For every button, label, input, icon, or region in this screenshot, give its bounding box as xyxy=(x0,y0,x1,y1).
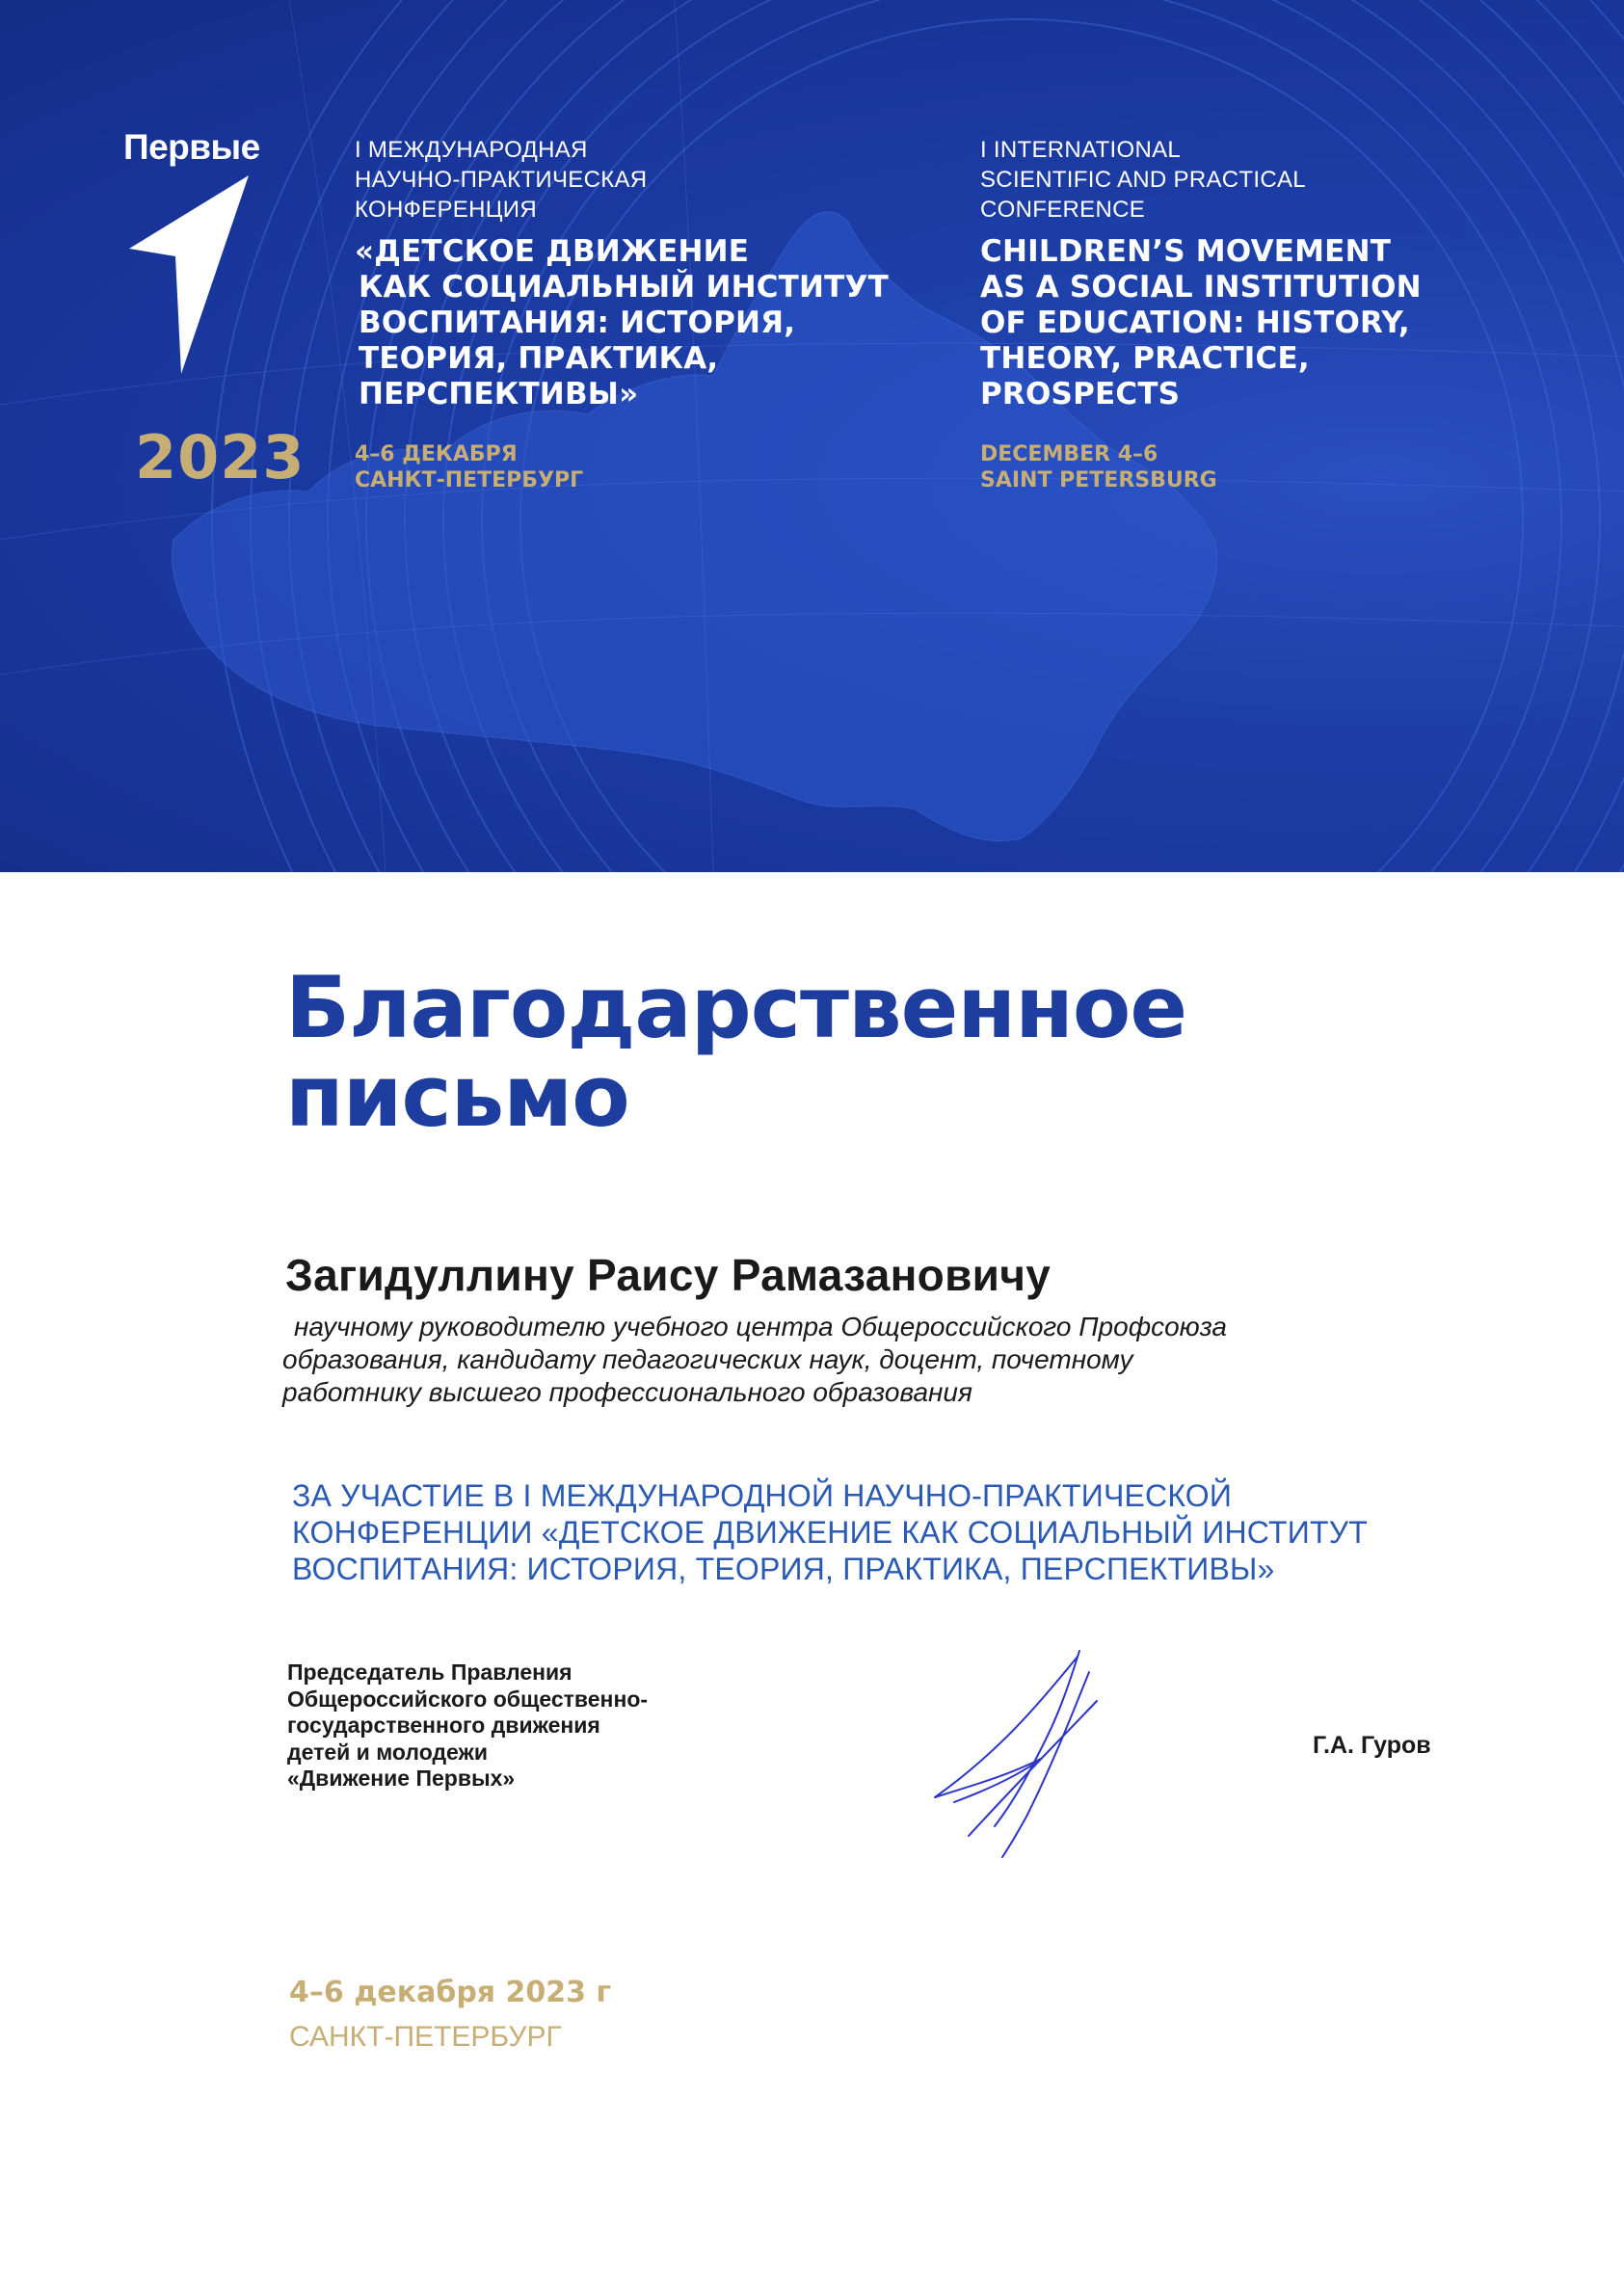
signer-title-line: «Движение Первых» xyxy=(287,1766,516,1791)
conference-title-line: THEORY, PRACTICE, xyxy=(980,341,1310,376)
document-heading xyxy=(285,958,1187,1146)
conference-title-line: КАК СОЦИАЛЬНЫЙ ИНСТИТУТ xyxy=(359,270,889,305)
conference-banner xyxy=(0,0,1624,872)
heading-line: Благодарственное xyxy=(285,958,1187,1057)
conference-info-ru xyxy=(355,135,933,493)
logo-year: 2023 xyxy=(135,422,306,492)
conference-title-line: PROSPECTS xyxy=(980,377,1181,412)
conference-type-line: I МЕЖДУНАРОДНАЯ xyxy=(355,137,588,163)
recipient-description-line: работнику высшего профессионального образования xyxy=(282,1377,972,1407)
recipient-description-line: образования, кандидату педагогических наук, доцент, почетному xyxy=(282,1344,1133,1374)
signer-title-line: Председатель Правления xyxy=(287,1660,572,1685)
conference-title-line: ТЕОРИЯ, ПРАКТИКА, xyxy=(359,341,719,376)
conference-date-ru xyxy=(355,441,933,493)
footer-date: 4–6 декабря 2023 г xyxy=(289,1976,612,2009)
footer-city: САНКТ-ПЕТЕРБУРГ xyxy=(289,2021,562,2053)
handwritten-signature xyxy=(925,1643,1118,1865)
conference-city: SAINT PETERSBURG xyxy=(980,468,1217,492)
conference-title-en xyxy=(980,234,1597,412)
signer-title-line: Общероссийского общественно- xyxy=(287,1686,649,1712)
award-reason-line: КОНФЕРЕНЦИИ «ДЕТСКОЕ ДВИЖЕНИЕ КАК СОЦИАЛЬНЫЙ ИНСТИТУТ xyxy=(292,1515,1369,1550)
conference-date-en xyxy=(980,441,1597,493)
conference-type-line: CONFERENCE xyxy=(980,197,1146,223)
conference-title-line: ПЕРСПЕКТИВЫ» xyxy=(359,377,639,412)
signer-title xyxy=(287,1660,648,1793)
conference-type-line: SCIENTIFIC AND PRACTICAL xyxy=(980,167,1306,193)
conference-type-line: I INTERNATIONAL xyxy=(980,137,1182,163)
signer-name: Г.А. Гуров xyxy=(1313,1732,1431,1759)
recipient-description-line: научному руководителю учебного центра Общероссийского Профсоюза xyxy=(294,1312,1227,1341)
award-reason-line: ЗА УЧАСТИЕ В I МЕЖДУНАРОДНОЙ НАУЧНО-ПРАКТИЧЕСКОЙ xyxy=(292,1478,1233,1513)
conference-title-line: «ДЕТСКОЕ ДВИЖЕНИЕ xyxy=(355,234,750,269)
recipient-description xyxy=(282,1311,1391,1409)
conference-type-line: КОНФЕРЕНЦИЯ xyxy=(355,197,537,223)
conference-info-en xyxy=(980,135,1597,493)
pervye-arrow-logo-icon xyxy=(125,172,255,393)
conference-title-line: CHILDREN’S MOVEMENT xyxy=(980,234,1392,269)
signer-title-line: государственного движения xyxy=(287,1713,600,1738)
signer-title-line: детей и молодежи xyxy=(287,1739,488,1765)
recipient-name: Загидуллину Раису Рамазановичу xyxy=(285,1250,1052,1300)
heading-line: письмо xyxy=(285,1047,629,1146)
conference-city: САНКТ-ПЕТЕРБУРГ xyxy=(355,468,584,492)
conference-date: 4–6 ДЕКАБРЯ xyxy=(355,442,518,466)
award-reason-line: ВОСПИТАНИЯ: ИСТОРИЯ, ТЕОРИЯ, ПРАКТИКА, ПЕРСПЕКТИВЫ» xyxy=(292,1552,1275,1586)
conference-type-line: НАУЧНО-ПРАКТИЧЕСКАЯ xyxy=(355,167,648,193)
conference-title-line: AS A SOCIAL INSTITUTION xyxy=(980,270,1422,305)
conference-title-line: ВОСПИТАНИЯ: ИСТОРИЯ, xyxy=(359,305,796,340)
logo-wordmark: Первые xyxy=(123,127,260,167)
conference-title-line: OF EDUCATION: HISTORY, xyxy=(980,305,1410,340)
award-reason xyxy=(292,1477,1497,1587)
conference-title-ru xyxy=(355,234,933,412)
conference-date: DECEMBER 4–6 xyxy=(980,442,1158,466)
